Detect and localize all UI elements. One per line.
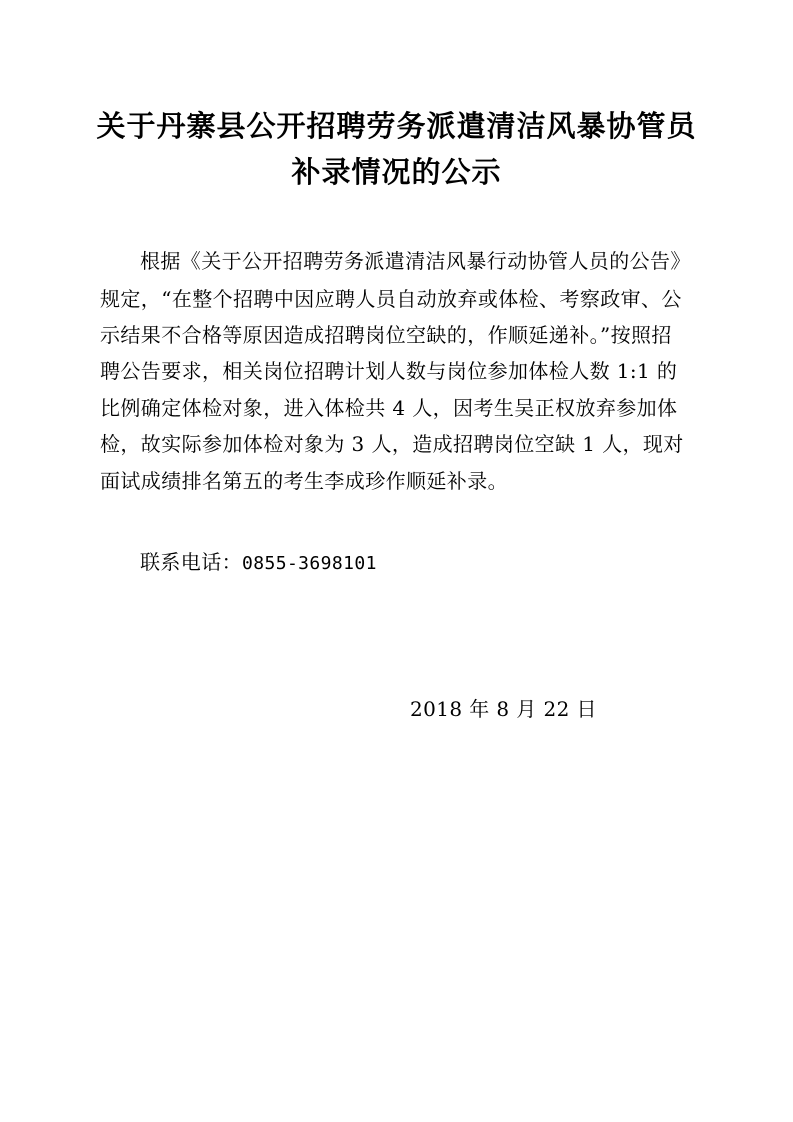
document-title-line-1: 关于丹寨县公开招聘劳务派遣清洁风暴协管员 bbox=[96, 109, 697, 143]
body-line-2: 规定，“在整个招聘中因应聘人员自动放弃或体检、考察政审、公 bbox=[100, 287, 682, 311]
contact-line bbox=[140, 547, 377, 579]
contact-phone-number: 0855-3698101 bbox=[242, 553, 377, 574]
body-line-6: 检，故实际参加体检对象为 3 人，造成招聘岗位空缺 1 人，现对 bbox=[100, 432, 684, 456]
body-line-4: 聘公告要求，相关岗位招聘计划人数与岗位参加体检人数 1:1 的 bbox=[100, 359, 678, 383]
body-line-7: 面试成绩排名第五的考生李成珍作顺延补录。 bbox=[100, 469, 508, 493]
body-line-5: 比例确定体检对象，进入体检共 4 人，因考生吴正权放弃参加体 bbox=[100, 396, 678, 420]
body-line-3: 示结果不合格等原因造成招聘岗位空缺的，作顺延递补。”按照招 bbox=[100, 323, 672, 347]
body-line-1: 根据《关于公开招聘劳务派遣清洁风暴行动协管人员的公告》 bbox=[140, 249, 691, 273]
document-title-line-2: 补录情况的公示 bbox=[291, 155, 502, 189]
document-date: 2018 年 8 月 22 日 bbox=[410, 697, 597, 721]
contact-label: 联系电话： bbox=[140, 550, 242, 574]
